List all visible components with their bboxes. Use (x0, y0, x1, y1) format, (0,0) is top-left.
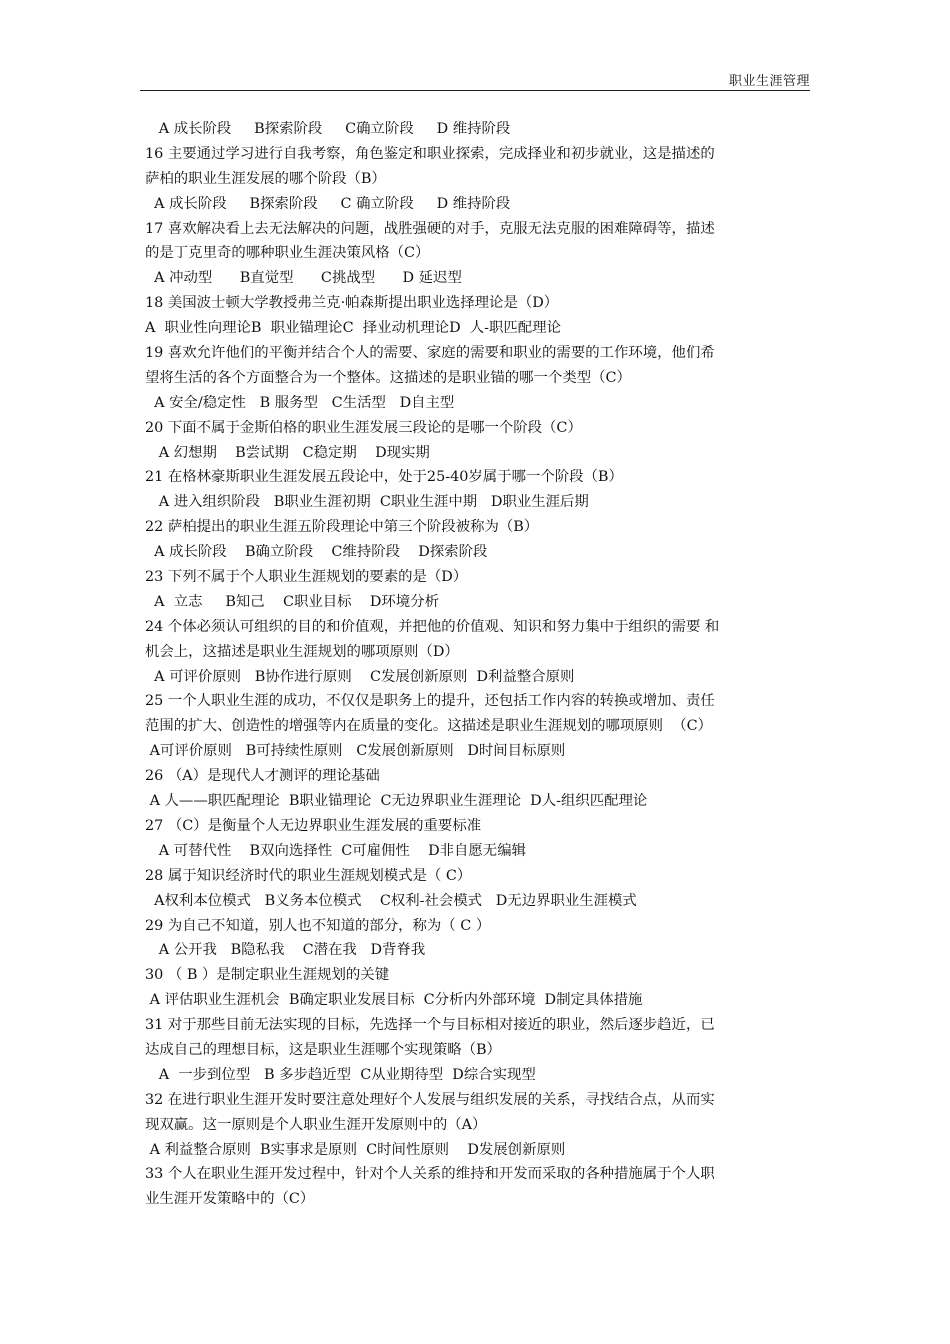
text-line: A 人——职匹配理论 B职业锚理论 C无边界职业生涯理论 D人-组织匹配理论 (145, 793, 648, 810)
text-line: 17 喜欢解决看上去无法解决的问题，战胜强硬的对手，克服无法克服的困难障碍等，描述 (145, 220, 715, 237)
text-line: 萨柏的职业生涯发展的哪个阶段（B） (145, 170, 386, 187)
text-line: 28 属于知识经济时代的职业生涯规划模式是（ C） (145, 867, 472, 884)
text-line: 达成自己的理想目标，这是职业生涯哪个实现策略（B） (145, 1041, 501, 1058)
text-line: A 冲动型 B直觉型 C挑战型 D 延迟型 (145, 270, 462, 287)
text-line: 的是丁克里奇的哪种职业生涯决策风格（C） (145, 245, 430, 262)
text-line: 32 在进行职业生涯开发时要注意处理好个人发展与组织发展的关系，寻找结合点，从而实 (145, 1091, 715, 1108)
text-line: 30 （ B ）是制定职业生涯规划的关键 (145, 967, 390, 984)
document-body (145, 117, 809, 1212)
text-line: A 利益整合原则 B实事求是原则 C时间性原则 D发展创新原则 (145, 1141, 566, 1158)
text-line: A 可替代性 B双向选择性 C可雇佣性 D非自愿无编辑 (145, 842, 526, 859)
text-line: 33 个人在职业生涯开发过程中，针对个人关系的维持和开发而采取的各种措施属于个人职 (145, 1166, 715, 1183)
text-line: A 安全/稳定性 B 服务型 C生活型 D自主型 (145, 394, 455, 411)
text-line: 业生涯开发策略中的（C） (145, 1191, 315, 1208)
text-line: A 立志 B知己 C职业目标 D环境分析 (145, 593, 439, 610)
text-line: 31 对于那些目前无法实现的目标，先选择一个与目标相对接近的职业，然后逐步趋近，已 (145, 1017, 715, 1034)
text-line: A 职业性向理论B 职业锚理论C 择业动机理论D 人-职匹配理论 (145, 320, 561, 337)
text-line: A 一步到位型 B 多步趋近型 C从业期待型 D综合实现型 (145, 1066, 536, 1083)
text-line: 16 主要通过学习进行自我考察，角色鉴定和职业探索，完成择业和初步就业，这是描述的 (145, 145, 715, 162)
text-line: 现双赢。这一原则是个人职业生涯开发原则中的（A） (145, 1116, 487, 1133)
text-line: 22 萨柏提出的职业生涯五阶段理论中第三个阶段被称为（B） (145, 519, 539, 536)
text-line: 望将生活的各个方面整合为一个整体。这描述的是职业锚的哪一个类型（C） (145, 369, 631, 386)
text-line: A权利本位模式 B义务本位模式 C权利-社会模式 D无边界职业生涯模式 (145, 892, 637, 909)
text-line: A 成长阶段 B确立阶段 C维持阶段 D探索阶段 (145, 544, 488, 561)
text-line: A可评价原则 B可持续性原则 C发展创新原则 D时间目标原则 (145, 743, 566, 760)
header-title: 职业生涯管理 (728, 74, 810, 89)
text-line: 27 （C）是衡量个人无边界职业生涯发展的重要标准 (145, 817, 482, 834)
page-header (140, 66, 810, 91)
text-line: A 公开我 B隐私我 C潜在我 D背脊我 (145, 942, 426, 959)
text-line: 21 在格林豪斯职业生涯发展五段论中，处于25-40岁属于哪一个阶段（B） (145, 469, 623, 486)
text-line: 24 个体必须认可组织的目的和价值观，并把他的价值观、知识和努力集中于组织的需要 和 (145, 618, 720, 635)
text-line: 20 下面不属于金斯伯格的职业生涯发展三段论的是哪一个阶段（C） (145, 419, 582, 436)
text-line: 29 为自己不知道，别人也不知道的部分，称为（ C ） (145, 917, 491, 934)
text-line: 范围的扩大、创造性的增强等内在质量的变化。这描述是职业生涯规划的哪项原则 （C） (145, 718, 713, 735)
text-line: 19 喜欢允许他们的平衡并结合个人的需要、家庭的需要和职业的需要的工作环境，他们希 (145, 345, 715, 362)
text-line: A 进入组织阶段 B职业生涯初期 C职业生涯中期 D职业生涯后期 (145, 494, 589, 511)
text-line: 26 （A）是现代人才测评的理论基础 (145, 768, 380, 785)
text-line: A 成长阶段 B探索阶段 C 确立阶段 D 维持阶段 (145, 195, 511, 212)
text-line: A 可评价原则 B协作进行原则 C发展创新原则 D利益整合原则 (145, 668, 575, 685)
text-line: 23 下列不属于个人职业生涯规划的要素的是（D） (145, 569, 468, 586)
text-line: A 成长阶段 B探索阶段 C确立阶段 D 维持阶段 (145, 121, 511, 137)
text-line: 18 美国波士顿大学教授弗兰克·帕森斯提出职业选择理论是（D） (145, 295, 559, 312)
text-line: 机会上，这描述是职业生涯规划的哪项原则（D） (145, 643, 459, 660)
text-line: A 评估职业生涯机会 B确定职业发展目标 C分析内外部环境 D制定具体措施 (145, 992, 643, 1009)
text-line: A 幻想期 B尝试期 C稳定期 D现实期 (145, 444, 430, 461)
text-line: 25 一个人职业生涯的成功，不仅仅是职务上的提升，还包括工作内容的转换或增加、责任 (145, 693, 715, 710)
